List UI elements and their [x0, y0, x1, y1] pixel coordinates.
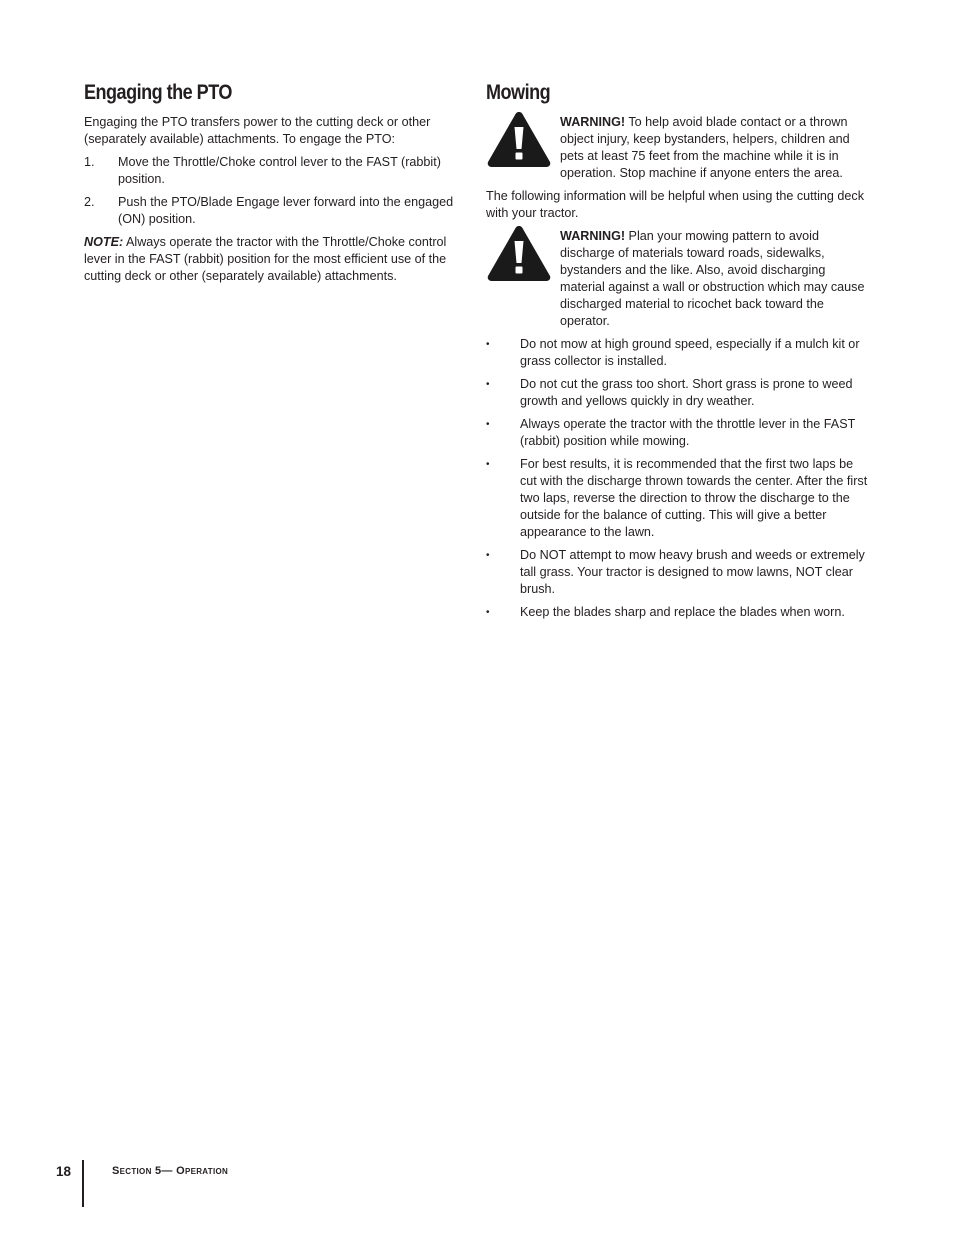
left-column	[84, 80, 470, 291]
warning-triangle-icon	[486, 110, 552, 168]
list-item	[486, 416, 872, 450]
info-paragraph: The following information will be helpful when using the cutting deck with your tractor.	[486, 189, 865, 220]
note-paragraph	[84, 234, 470, 285]
footer-divider	[82, 1160, 84, 1207]
warning-text: Plan your mowing pattern to avoid discharge of materials toward roads, sidewalks, bystanders and the like. Also, avoid discharging material against a wall or obstruction which may cause discharged material to ricochet back toward the operator.	[560, 229, 865, 328]
list-item	[486, 604, 872, 621]
list-item	[486, 336, 872, 370]
section-heading-engaging-pto: Engaging the PTO	[84, 81, 232, 104]
bullet-text: Do NOT attempt to mow heavy brush and weeds or extremely tall grass. Your tractor is designed to mow lawns, NOT clear brush.	[520, 548, 865, 596]
warning-triangle-icon	[486, 224, 552, 282]
bullet-icon: •	[486, 607, 490, 618]
bullet-text: Do not mow at high ground speed, especially if a mulch kit or grass collector is installed.	[520, 337, 860, 368]
list-item	[486, 376, 872, 410]
list-item	[84, 194, 470, 228]
pto-steps-list	[84, 154, 470, 228]
bullet-text: Keep the blades sharp and replace the blades when worn.	[520, 605, 845, 619]
warning-block	[486, 114, 872, 182]
note-text: Always operate the tractor with the Throttle/Choke control lever in the FAST (rabbit) position for the most efficient use of the cutting deck or other (separately available) attachments.	[84, 235, 447, 283]
bullet-icon: •	[486, 550, 490, 561]
list-item	[84, 154, 470, 188]
list-item	[486, 547, 872, 598]
mowing-tips-list	[486, 336, 872, 621]
section-heading-mowing: Mowing	[486, 81, 551, 104]
bullet-text: For best results, it is recommended that the first two laps be cut with the discharge thrown towards the center. After the first two laps, reverse the direction to throw the discharge to the outside for the balance of cutting. This will give a better appearance to the lawn.	[520, 457, 868, 539]
bullet-icon: •	[486, 339, 490, 350]
bullet-text: Do not cut the grass too short. Short grass is prone to weed growth and yellows quickly in dry weather.	[520, 377, 853, 408]
section-title: Section 5— Operation	[112, 1165, 229, 1177]
step-number: 2.	[84, 195, 95, 209]
warning-text: To help avoid blade contact or a thrown object injury, keep bystanders, helpers, children and pets at least 75 feet from the machine while it is in operation. Stop machine if anyone enters the area.	[560, 115, 850, 180]
bullet-icon: •	[486, 459, 490, 470]
page-number: 18	[56, 1164, 72, 1179]
warning-block	[486, 228, 872, 330]
right-column	[486, 80, 872, 627]
bullet-text: Always operate the tractor with the throttle lever in the FAST (rabbit) position while mowing.	[520, 417, 856, 448]
note-label: NOTE:	[84, 235, 124, 249]
bullet-icon: •	[486, 379, 490, 390]
step-text: Move the Throttle/Choke control lever to the FAST (rabbit) position.	[118, 155, 441, 186]
step-number: 1.	[84, 155, 95, 169]
intro-paragraph: Engaging the PTO transfers power to the cutting deck or other (separately available) attachments. To engage the PTO:	[84, 115, 431, 146]
warning-label: WARNING!	[560, 229, 626, 243]
bullet-icon: •	[486, 419, 490, 430]
list-item	[486, 456, 872, 541]
warning-label: WARNING!	[560, 115, 626, 129]
step-text: Push the PTO/Blade Engage lever forward into the engaged (ON) position.	[118, 195, 454, 226]
